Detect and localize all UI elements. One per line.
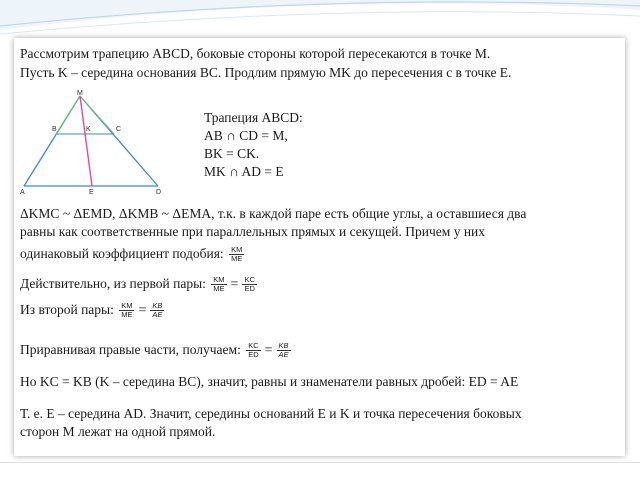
similarity-line-1: ΔKMC ~ ΔEMD, ΔKMB ~ ΔEMA, т.к. в каждой паре есть общие углы, а оставшиеся два <box>20 206 527 221</box>
text-line-setup: Пусть K – середина основания BC. Продлим прямую MK до пересечения с в точке E. <box>20 65 512 80</box>
fraction-km-me: $\frac{KM}{ME}$ <box>231 245 243 264</box>
fraction-km-me-second: $\frac{KM}{ME}$ <box>121 301 133 320</box>
second-pair-text: Из второй пары: <box>20 302 114 317</box>
decorative-header-swoosh <box>0 0 640 40</box>
trapezoid-figure <box>16 90 166 200</box>
label-a: A <box>20 189 25 196</box>
first-pair-text: Действительно, из первой пары: <box>20 276 206 291</box>
coefficient-text: одинаковый коэффициент подобия: <box>20 246 224 261</box>
slide-content <box>14 38 625 456</box>
given-mk-ad: MK ∩ AD = E <box>204 164 284 179</box>
label-c: C <box>116 126 122 133</box>
similarity-line-2: равны как соответственные при параллельных прямых и секущей. Причем у них <box>20 224 486 239</box>
coefficient-line <box>20 246 246 263</box>
final-line-2: сторон M лежат на одной прямой. <box>20 424 216 439</box>
given-bk-ck: BK = CK. <box>204 146 260 161</box>
label-b: B <box>52 126 57 133</box>
equate-line: Приравнивая правые части, получаем: $\frac{KC}{ED}$ = $\frac{KB}{AE}$ <box>20 341 289 360</box>
footer-divider <box>0 462 640 463</box>
fraction-kb-ae: $\frac{KB}{AE}$ <box>152 301 163 320</box>
final-line-1: Т. е. E – середина AD. Значит, середины оснований E и K и точка пересечения боковых <box>20 406 522 421</box>
label-e: E <box>89 189 94 196</box>
fraction-kc-ed: $\frac{KC}{ED}$ <box>244 275 255 294</box>
fraction-kb-ae-equate: $\frac{KB}{AE}$ <box>278 341 289 360</box>
fraction-km-me-first: $\frac{KM}{ME}$ <box>213 275 225 294</box>
label-m: M <box>77 90 83 97</box>
label-k: K <box>86 126 91 133</box>
equate-text: Приравнивая правые части, получаем: <box>20 342 241 357</box>
label-d: D <box>156 189 162 196</box>
second-pair-line: Из второй пары: $\frac{KM}{ME}$ = $\frac{KB}{AE}$ <box>20 301 163 320</box>
first-pair-line: Действительно, из первой пары: $\frac{KM}{ME}$ = $\frac{KC}{ED}$ <box>20 275 255 294</box>
conclusion-line: Но KC = KB (K – середина BC), значит, равны и знаменатели равных дробей: ED = AE <box>20 374 519 389</box>
trapezoid-title: Трапеция ABCD: <box>204 110 303 125</box>
fraction-kc-ed-equate: $\frac{KC}{ED}$ <box>248 341 259 360</box>
text-line-intro: Рассмотрим трапецию ABCD, боковые стороны которой пересекаются в точке M. <box>20 46 491 61</box>
given-ab-cd: AB ∩ CD = M, <box>204 128 288 143</box>
